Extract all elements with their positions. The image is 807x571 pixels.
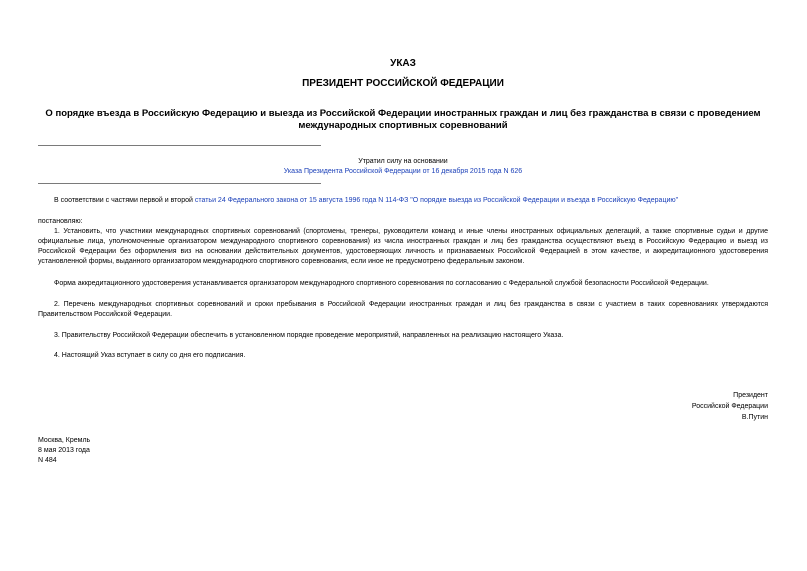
legal-basis-prefix: В соответствии с частями первой и второй xyxy=(54,197,195,204)
decree-word: постановляю: xyxy=(38,218,83,225)
lost-force-note: Утратил силу на основании xyxy=(358,158,448,165)
document-issuer: ПРЕЗИДЕНТ РОССИЙСКОЙ ФЕДЕРАЦИИ xyxy=(302,78,504,89)
item-1-form: Форма аккредитационного удостоверения устанавливается организатором международного спортивного соревнования по согласованию с Федеральной службой безопасности Российской Федерации. xyxy=(54,280,709,287)
footer-number: N 484 xyxy=(38,457,57,464)
signature-name: В.Путин xyxy=(741,414,768,421)
signature-title-2: Российской Федерации xyxy=(691,403,768,410)
lost-force-basis xyxy=(38,167,768,177)
lost-force-link[interactable]: Указа Президента Российской Федерации от 16 декабря 2015 года N 626 xyxy=(283,168,523,175)
item-4: 4. Настоящий Указ вступает в силу со дня его подписания. xyxy=(54,352,246,359)
footer-place: Москва, Кремль xyxy=(38,437,91,444)
divider-top xyxy=(38,145,321,146)
legal-basis xyxy=(38,196,768,206)
signature-title: Президент xyxy=(733,392,768,399)
item-2: 2. Перечень международных спортивных соревнований и сроки пребывания в Российской Федерации иностранных граждан и лиц без гражданства в связи с участием в таких соревнованиях утверждаются Правительством Российской Федерации. xyxy=(38,301,768,318)
item-3: 3. Правительству Российской Федерации обеспечить в установленном порядке проведение мероприятий, направленных на реализацию настоящего Указа. xyxy=(54,332,564,339)
document-title: О порядке въезда в Российскую Федерацию и выезда из Российской Федерации иностранных граждан и лиц без гражданства в связи с проведением международных спортивных соревнований xyxy=(45,108,761,131)
divider-bottom xyxy=(38,183,321,184)
footer-date: 8 мая 2013 года xyxy=(38,447,90,454)
item-1: 1. Установить, что участники международных спортивных соревнований (спортсмены, тренеры, руководители команд и иные члены иностранных официальных делегаций, а также спортивные судьи и другие официальные лица, уполномоченные организатором международного спортивного соревнования) из числа иностранных граждан и лиц без гражданства осуществляют въезд в Российскую Федерацию и выезд из Российской Федерации без оформления виз на основании действительных документов, удостоверяющих личность и признаваемых Российской Федерацией в этом качестве, и аккредитационного удостоверения установленной формы, выданного организатором международного спортивного соревнования, если иное не предусмотрено федеральным законом. xyxy=(38,228,768,265)
legal-basis-link[interactable]: статьи 24 Федерального закона от 15 августа 1996 года N 114-ФЗ "О порядке выезда из Российской Федерации и въезда в Российскую Федерацию" xyxy=(194,197,679,204)
document-kind: УКАЗ xyxy=(390,58,416,69)
